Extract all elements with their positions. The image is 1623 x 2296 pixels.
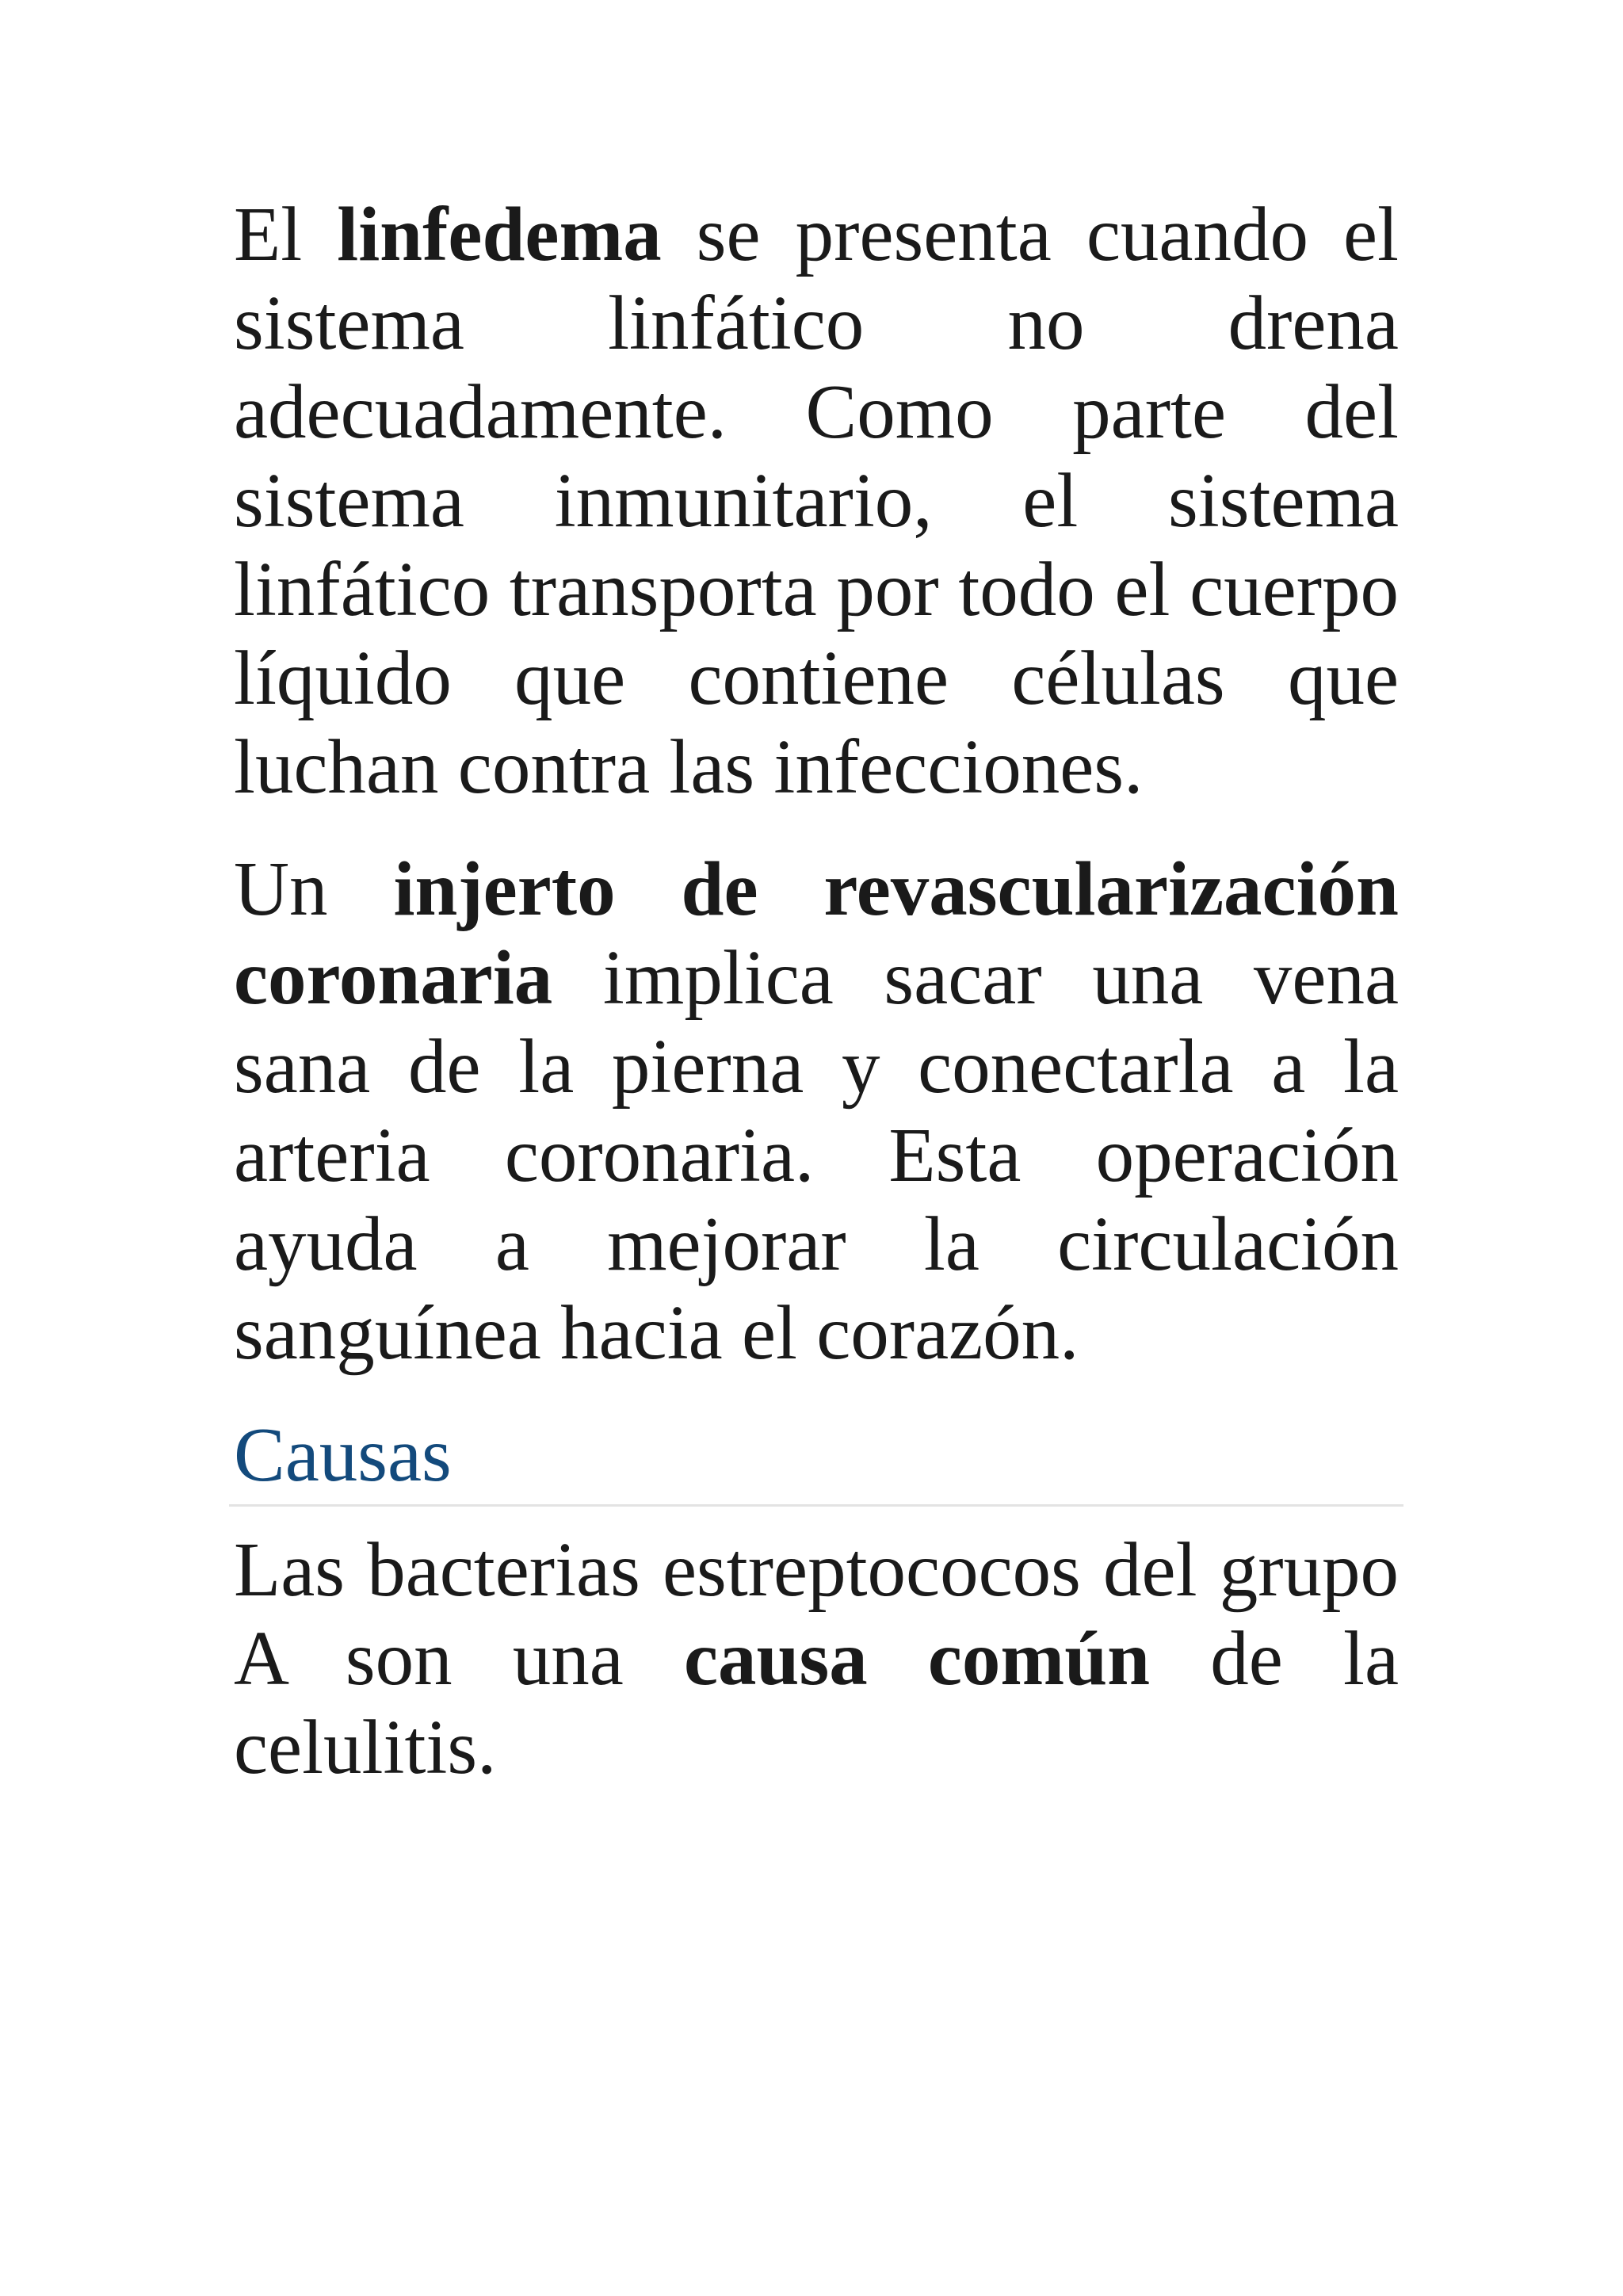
paragraph-text: implica sacar una vena sana de la pierna y conectarla a la arteria coronaria. Esta operación ayuda a mejorar la circulación sanguínea hacia el corazón. xyxy=(234,935,1399,1375)
bold-term-injerto: injerto de revascularización coronaria xyxy=(234,846,1399,1020)
document-page xyxy=(234,190,1399,1825)
paragraph-causas xyxy=(234,1526,1399,1792)
section-heading-causas: Causas xyxy=(234,1412,452,1497)
paragraph-text: Las bacterias estreptococos del grupo A son una xyxy=(234,1527,1399,1701)
paragraph-linfedema xyxy=(234,190,1399,812)
paragraph-text: se presenta cuando el sistema linfático no drena adecuadamente. Como parte del sistema inmunitario, el sistema linfático transporta por todo el cuerpo líquido que contiene células que luchan contra las infecciones. xyxy=(234,192,1399,809)
paragraph-text: Un xyxy=(234,846,394,931)
bold-term-causa-comun: causa común xyxy=(683,1616,1151,1701)
section-divider xyxy=(229,1504,1403,1507)
bold-term-linfedema: linfedema xyxy=(337,192,662,277)
paragraph-injerto xyxy=(234,845,1399,1377)
paragraph-text: El xyxy=(234,192,338,277)
paragraph-text: de la celulitis. xyxy=(234,1616,1399,1790)
